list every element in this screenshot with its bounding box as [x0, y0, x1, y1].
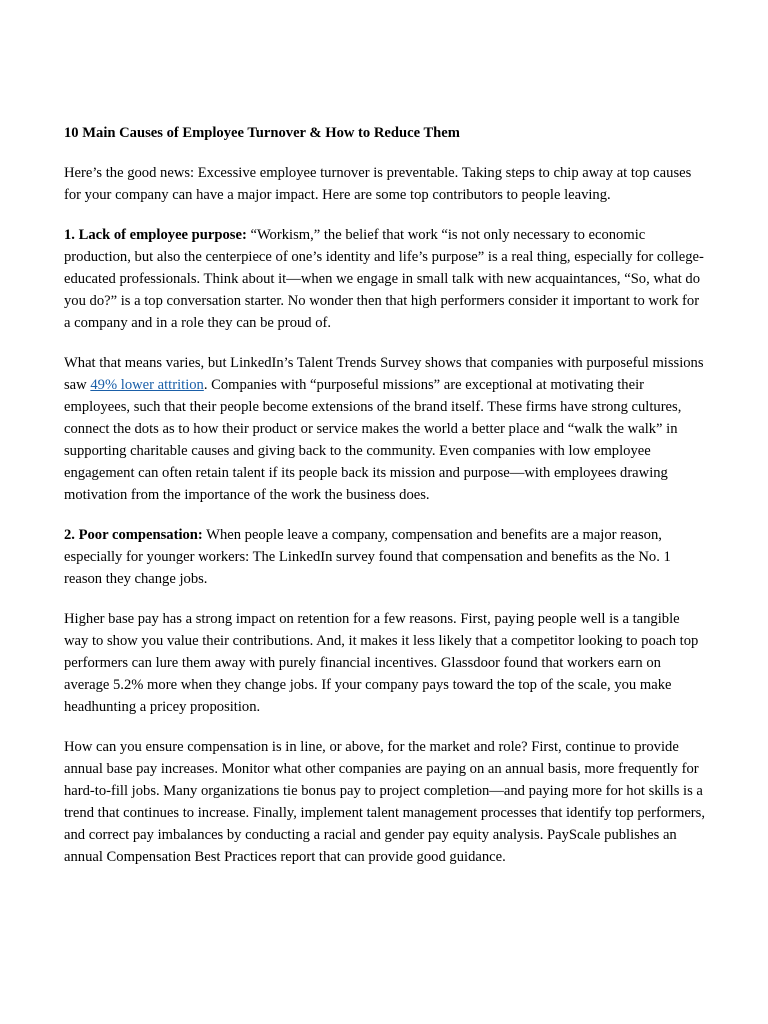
purpose-paragraph	[64, 352, 706, 506]
section-1-paragraph	[64, 224, 706, 334]
document-title: 10 Main Causes of Employee Turnover & How to Reduce Them	[64, 125, 460, 141]
base-pay-paragraph: Higher base pay has a strong impact on retention for a few reasons. First, paying people well is a tangible way to show you value their contributions. And, it makes it less likely that a competitor looking to poach top performers can lure them away with purely financial incentives. Glassdoor found that workers earn on average 5.2% more when they change jobs. If your company pays toward the top of the scale, you make headhunting a pricey proposition.	[64, 611, 699, 715]
purpose-text-before-link: What that means varies, but LinkedIn’s Talent Trends Survey shows that companies with purposeful missions saw	[64, 355, 704, 393]
section-1-text: “Workism,” the belief that work “is not only necessary to economic production, but also the centerpiece of one’s identity and life’s purpose” is a real thing, especially for college-educated professionals. Think about it—when we engage in small talk with new acquaintances, “So, what do you do?” is a top conversation starter. No wonder then that high performers consider it important to work for a company and in a role they can be proud of.	[64, 227, 704, 331]
section-2-text: When people leave a company, compensation and benefits are a major reason, especially for younger workers: The LinkedIn survey found that compensation and benefits as the No. 1 reason they change jobs.	[64, 527, 671, 587]
document-page	[64, 122, 706, 886]
section-2-paragraph	[64, 524, 706, 590]
purpose-text-after-link: . Companies with “purposeful missions” are exceptional at motivating their employees, such that their people become extensions of the brand itself. These firms have strong cultures, connect the dots as to how their product or service makes the world a better place and “walk the walk” in supporting charitable causes and giving back to the community. Even companies with low employee engagement can often retain talent if its people back its mission and purpose—with employees drawing motivation from the importance of the work the business does.	[64, 377, 682, 503]
intro-paragraph: Here’s the good news: Excessive employee turnover is preventable. Taking steps to chip away at top causes for your company can have a major impact. Here are some top contributors to people leaving.	[64, 165, 692, 203]
attrition-link[interactable]: 49% lower attrition	[90, 377, 204, 393]
ensure-compensation-paragraph: How can you ensure compensation is in line, or above, for the market and role? First, continue to provide annual base pay increases. Monitor what other companies are paying on an annual basis, more frequently for hard-to-fill jobs. Many organizations tie bonus pay to project completion—and paying more for hot skills is a trend that continues to increase. Finally, implement talent management processes that identify top performers, and correct pay imbalances by conducting a racial and gender pay equity analysis. PayScale publishes an annual Compensation Best Practices report that can provide good guidance.	[64, 739, 705, 865]
section-1-heading: 1. Lack of employee purpose:	[64, 227, 247, 243]
section-2-heading: 2. Poor compensation:	[64, 527, 203, 543]
